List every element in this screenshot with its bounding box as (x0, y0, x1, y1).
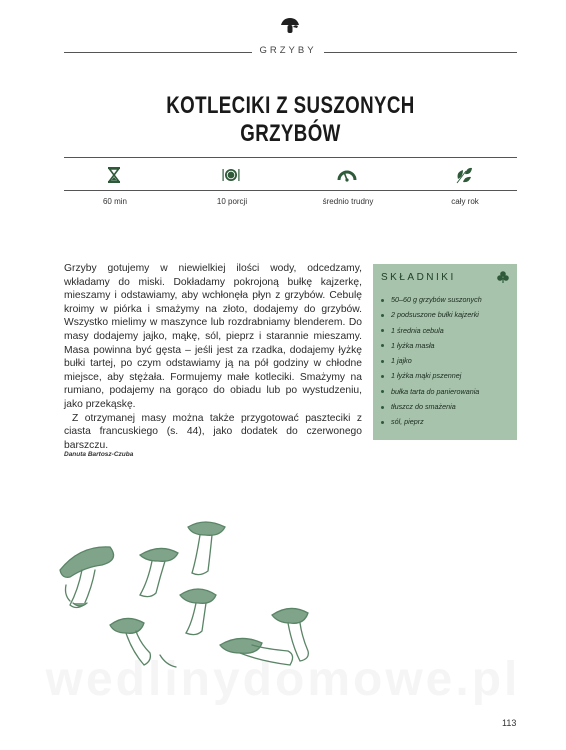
clover-icon (496, 270, 510, 284)
list-item: 2 podsuszone bułki kajzerki (381, 310, 482, 325)
bullet-icon (381, 421, 384, 424)
list-item: 1 średnia cebula (381, 326, 482, 341)
watermark: wedlinydomowe.pl (45, 653, 521, 706)
bullet-icon (381, 314, 384, 317)
bullet-icon (381, 390, 384, 393)
season-label: cały rok (451, 197, 479, 206)
section-label: GRZYBY (259, 45, 317, 56)
recipe-title: KOTLECIKI Z SUSZONYCH GRZYBÓW (166, 92, 415, 147)
info-rule-top (64, 157, 517, 158)
list-item: 1 łyżka masła (381, 341, 482, 356)
mushroom-icon (279, 16, 301, 36)
list-item: 1 łyżka mąki pszennej (381, 371, 482, 386)
bullet-icon (381, 344, 384, 347)
list-item: bułka tarta do panierowania (381, 387, 482, 402)
section-rule-right (324, 52, 517, 53)
bullet-icon (381, 375, 384, 378)
time-label: 60 min (102, 197, 127, 206)
servings-label: 10 porcji (216, 197, 248, 206)
bullet-icon (381, 406, 384, 409)
author-credit: Danuta Bartosz-Czuba (64, 451, 134, 458)
bullet-icon (381, 360, 384, 363)
instructions-paragraph: Grzyby gotujemy w niewielkiej ilości wody, odcedzamy, wkładamy do miski. Dokładamy pokrojoną bułkę kajzerkę, mieszamy i odstawiamy, aby wchłonęła płyn z grzybów. Cebulę kroimy w piórka i smażymy na złoto, dodajemy do grzybów. Wszystko mielimy w maszynce lub rozdrabniamy blenderem. Do masy dodajemy jajko, mąkę, sól, pieprz i starannie mieszamy. Masa powinna być gęsta – jeśli jest za rzadka, dodajemy łyżkę bułki tartej, po czym odstawiamy ją na pół godziny w chłodne miejsce, aby stężała. Formujemy małe kotleciki. Smażymy na rumiano, podajemy na gorąco do obiadu lub po wystudzeniu, jako przekąskę. (64, 263, 362, 410)
ingredients-box (373, 264, 517, 440)
list-item: tłuszcz do smażenia (381, 402, 482, 417)
bullet-icon (381, 329, 384, 332)
plate-cutlery-icon (221, 165, 241, 185)
difficulty-gauge-icon (337, 165, 357, 185)
leaves-icon (454, 165, 474, 185)
recipe-instructions (64, 262, 362, 452)
ingredients-list (381, 295, 482, 433)
difficulty-label: średnio trudny (322, 197, 374, 206)
section-rule-left (64, 52, 252, 53)
hourglass-icon (104, 165, 124, 185)
bullet-icon (381, 299, 384, 302)
page-number: 113 (502, 718, 517, 728)
info-rule-bottom (64, 190, 517, 191)
list-item: 50–60 g grzybów suszonych (381, 295, 482, 310)
ingredients-title: SKŁADNIKI (381, 272, 456, 283)
tip-paragraph: Z otrzymanej masy można także przygotować paszteciki z ciasta francuskiego (s. 44), jako dodatek do czerwonego barszczu. (64, 412, 362, 451)
list-item: sól, pieprz (381, 417, 482, 432)
list-item: 1 jajko (381, 356, 482, 371)
